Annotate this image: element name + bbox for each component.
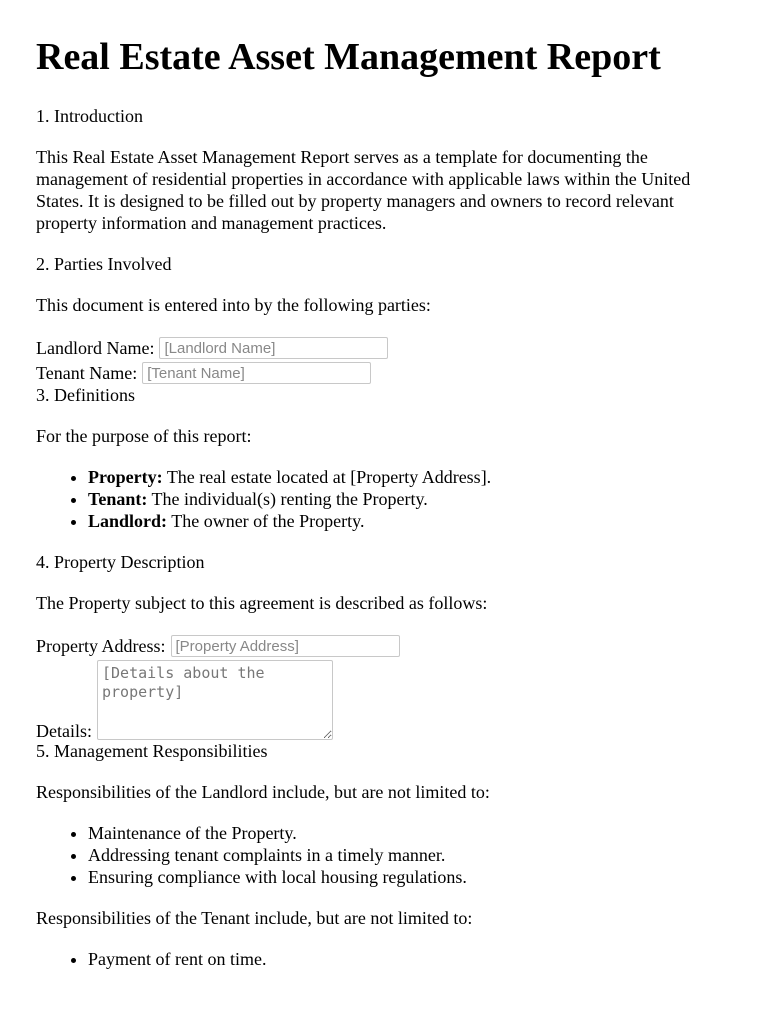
list-item: • Addressing tenant complaints in a timely manner.: [88, 844, 734, 866]
definition-item: [88, 510, 734, 532]
definition-item: [88, 466, 734, 488]
landlord-name-input[interactable]: [159, 337, 388, 359]
section-heading-parties: 2. Parties Involved: [36, 254, 172, 274]
property-address-label: Property Address:: [36, 636, 166, 656]
list-item: • Maintenance of the Property.: [88, 822, 734, 844]
definition-term: Landlord:: [88, 511, 168, 531]
definition-text: The individual(s) renting the Property.: [147, 489, 428, 509]
tenant-responsibilities-intro: Responsibilities of the Tenant include, but are not limited to:: [36, 908, 473, 928]
property-address-row: [36, 633, 734, 659]
landlord-responsibilities-intro: Responsibilities of the Landlord include, but are not limited to:: [36, 782, 490, 802]
tenant-name-label: Tenant Name:: [36, 363, 138, 383]
tenant-name-row: [36, 360, 734, 386]
definition-term: Tenant:: [88, 489, 148, 509]
definition-text: The real estate located at [Property Address].: [162, 467, 492, 487]
introduction-paragraph: This Real Estate Asset Management Report serves as a template for documenting the management of residential properties in accordance with applicable laws within the United States. It is designed to be filled out by property managers and owners to record relevant property information and management practices.: [36, 147, 691, 233]
definition-term: Property:: [88, 467, 163, 487]
definitions-intro: For the purpose of this report:: [36, 426, 252, 446]
list-item: • Ensuring compliance with local housing regulations.: [88, 866, 734, 888]
document-title: Real Estate Asset Management Report: [36, 36, 661, 78]
definitions-list: [36, 466, 734, 532]
tenant-name-input[interactable]: [142, 362, 371, 384]
property-details-textarea[interactable]: [97, 660, 333, 740]
landlord-name-label: Landlord Name:: [36, 338, 155, 358]
section-heading-property: 4. Property Description: [36, 552, 205, 572]
tenant-responsibilities-list: [36, 948, 734, 970]
definition-text: The owner of the Property.: [167, 511, 365, 531]
property-details-label: Details:: [36, 721, 92, 741]
parties-intro: This document is entered into by the following parties:: [36, 295, 431, 315]
landlord-responsibilities-list: [36, 822, 734, 888]
section-heading-introduction: 1. Introduction: [36, 106, 143, 126]
landlord-name-row: [36, 335, 734, 361]
property-address-input[interactable]: [171, 635, 400, 657]
definition-item: [88, 488, 734, 510]
list-item: • Payment of rent on time.: [88, 948, 734, 970]
section-heading-definitions: 3. Definitions: [36, 385, 135, 405]
property-intro: The Property subject to this agreement is described as follows:: [36, 593, 488, 613]
section-heading-responsibilities: 5. Management Responsibilities: [36, 741, 268, 761]
property-details-row: [36, 660, 734, 740]
